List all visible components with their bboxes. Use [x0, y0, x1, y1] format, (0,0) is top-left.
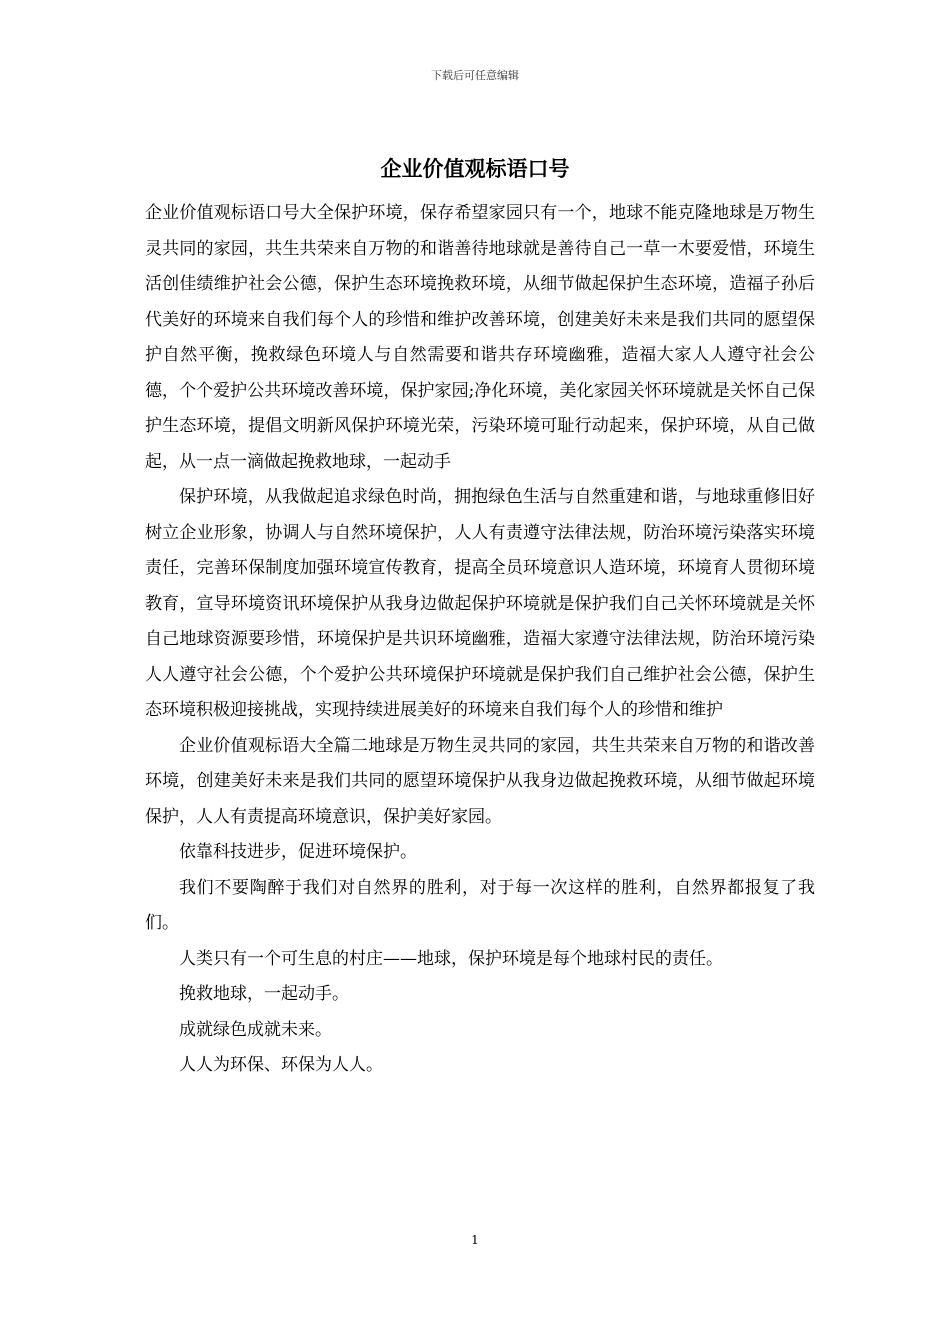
- document-title: 企业价值观标语口号: [380, 157, 570, 181]
- paragraph-6: 人类只有一个可生息的村庄——地球，保护环境是每个地球村民的责任。: [179, 948, 723, 969]
- paragraph-7: 挽救地球，一起动手。: [179, 984, 349, 1004]
- paragraph-9: 人人为环保、环保为人人。: [179, 1055, 383, 1075]
- document-body: [145, 196, 815, 1084]
- paragraph-1: 企业价值观标语口号大全保护环境，保存希望家园只有一个，地球不能克隆地球是万物生灵共同的家园，共生共荣来自万物的和谐善待地球就是善待自己一草一木要爱惜，环境生活创佳绩维护社会公德，保护生态环境挽救环境，从细节做起保护生态环境，造福子孙后代美好的环境来自我们每个人的珍惜和维护改善环境，创建美好未来是我们共同的愿望保护自然平衡，挽救绿色环境人与自然需要和谐共存环境幽雅，造福大家人人遵守社会公德，个个爱护公共环境改善环境，保护家园;净化环境，美化家园关怀环境就是关怀自己保护生态环境，提倡文明新风保护环境光荣，污染环境可耻行动起来，保护环境，从自己做起，从一点一滴做起挽救地球，一起动手: [145, 203, 815, 472]
- page-header: 下载后可任意编辑: [431, 69, 519, 82]
- paragraph-2: 保护环境，从我做起追求绿色时尚，拥抱绿色生活与自然重建和谐，与地球重修旧好树立企业形象，协调人与自然环境保护，人人有责遵守法律法规，防治环境污染落实环境责任，完善环保制度加强环境宣传教育，提高全员环境意识人造环境，环境育人贯彻环境教育，宣导环境资讯环境保护从我身边做起保护环境就是保护我们自己关怀环境就是关怀自己地球资源要珍惜，环境保护是共识环境幽雅，造福大家遵守法律法规，防治环境污染人人遵守社会公德，个个爱护公共环境保护环境就是保护我们自己维护社会公德，保护生态环境积极迎接挑战，实现持续进展美好的环境来自我们每个人的珍惜和维护: [145, 487, 815, 720]
- page-number: 1: [471, 1233, 479, 1247]
- paragraph-5: 我们不要陶醉于我们对自然界的胜利，对于每一次这样的胜利，自然界都报复了我们。: [145, 877, 815, 933]
- paragraph-4: 依靠科技进步，促进环境保护。: [179, 842, 417, 862]
- paragraph-8: 成就绿色成就未来。: [179, 1019, 332, 1040]
- paragraph-3: 企业价值观标语大全篇二地球是万物生灵共同的家园，共生共荣来自万物的和谐改善环境，创建美好未来是我们共同的愿望环境保护从我身边做起挽救环境，从细节做起环境保护，人人有责提高环境意识，保护美好家园。: [145, 735, 815, 827]
